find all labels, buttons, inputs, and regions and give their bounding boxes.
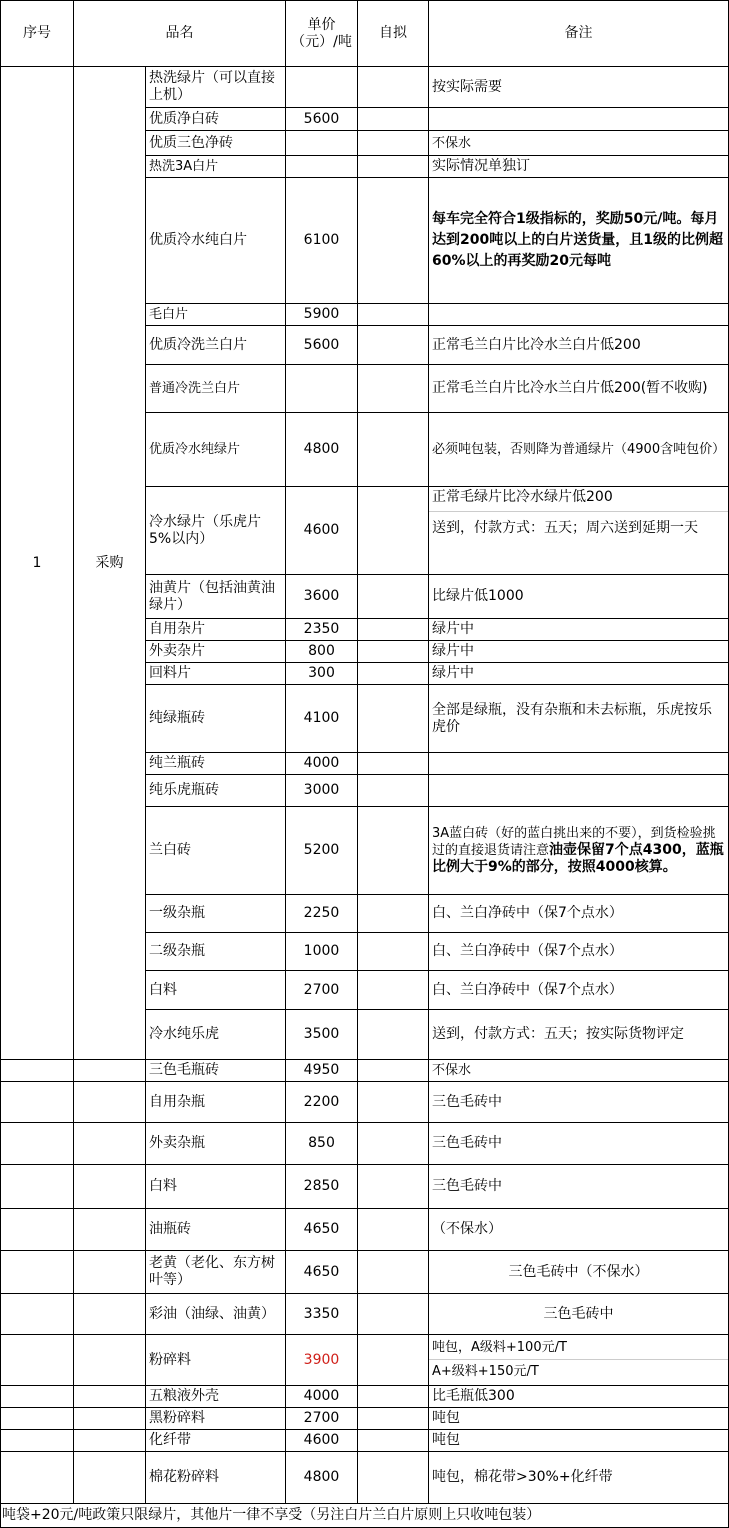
item-self xyxy=(358,326,429,365)
table-row xyxy=(1,1386,729,1408)
item-note: （不保水） xyxy=(429,1209,729,1251)
item-self xyxy=(358,971,429,1010)
item-note: 吨包 xyxy=(429,1430,729,1452)
item-name: 冷水纯乐虎 xyxy=(146,1010,286,1060)
item-name: 毛白片 xyxy=(146,304,286,326)
table-row xyxy=(1,1294,729,1335)
item-note: 不保水 xyxy=(429,1060,729,1082)
item-name: 外卖杂瓶 xyxy=(146,1123,286,1165)
item-self xyxy=(358,895,429,933)
item-price: 5600 xyxy=(286,326,358,365)
footer-note: 吨袋+20元/吨政策只限绿片，其他片一律不享受（另注白片兰白片原则上只收吨包装） xyxy=(1,1504,729,1528)
item-price: 2250 xyxy=(286,895,358,933)
item-note: 三色毛砖中 xyxy=(429,1123,729,1165)
item-name: 热洗3A白片 xyxy=(146,156,286,178)
item-note xyxy=(429,775,729,807)
item-note-cell xyxy=(429,807,729,895)
item-name: 三色毛瓶砖 xyxy=(146,1060,286,1082)
item-name: 纯绿瓶砖 xyxy=(146,685,286,753)
item-name: 老黄（老化、东方树叶等） xyxy=(146,1251,286,1294)
item-self xyxy=(358,156,429,178)
header-price: 单价（元）/吨 xyxy=(286,1,358,67)
item-price: 4650 xyxy=(286,1251,358,1294)
item-self xyxy=(358,775,429,807)
item-note: 正常毛绿片比冷水绿片低200 xyxy=(432,489,613,505)
item-note-cell xyxy=(429,487,729,575)
item-note: 送到，付款方式：五天；按实际货物评定 xyxy=(429,1010,729,1060)
header-self: 自拟 xyxy=(358,1,429,67)
table-row xyxy=(1,1123,729,1165)
item-self xyxy=(358,304,429,326)
item-price: 5200 xyxy=(286,807,358,895)
item-price xyxy=(286,131,358,156)
item-self xyxy=(358,663,429,685)
item-price: 3350 xyxy=(286,1294,358,1335)
item-note: 绿片中 xyxy=(429,663,729,685)
table-row xyxy=(1,1209,729,1251)
item-price xyxy=(286,67,358,108)
item-note-2: A+级料+150元/T xyxy=(432,1363,539,1379)
item-note: 比毛瓶低300 xyxy=(429,1386,729,1408)
item-note: 比绿片低1000 xyxy=(429,575,729,619)
item-note xyxy=(429,304,729,326)
item-self xyxy=(358,575,429,619)
item-price: 2700 xyxy=(286,971,358,1010)
item-price xyxy=(286,156,358,178)
item-price: 3000 xyxy=(286,775,358,807)
item-note: 每车完全符合1级指标的，奖励50元/吨。每月达到200吨以上的白片送货量，且1级的比例超60%以上的再奖励20元每吨 xyxy=(429,178,729,304)
item-price: 300 xyxy=(286,663,358,685)
item-price: 5900 xyxy=(286,304,358,326)
item-note: 三色毛砖中（不保水） xyxy=(429,1251,729,1294)
item-name: 一级杂瓶 xyxy=(146,895,286,933)
item-self xyxy=(358,67,429,108)
item-self xyxy=(358,178,429,304)
item-self xyxy=(358,1408,429,1430)
item-price: 4600 xyxy=(286,1430,358,1452)
item-name: 白料 xyxy=(146,1165,286,1209)
table-row xyxy=(1,1452,729,1504)
item-price: 6100 xyxy=(286,178,358,304)
item-name: 二级杂瓶 xyxy=(146,933,286,971)
item-price: 4000 xyxy=(286,1386,358,1408)
group-type: 采购 xyxy=(74,67,146,1060)
item-self xyxy=(358,753,429,775)
item-note-2: 送到，付款方式：五天；周六送到延期一天 xyxy=(432,520,698,536)
item-price: 4000 xyxy=(286,753,358,775)
item-self xyxy=(358,413,429,487)
item-self xyxy=(358,1251,429,1294)
table-row xyxy=(1,1335,729,1386)
item-price: 850 xyxy=(286,1123,358,1165)
header-no: 序号 xyxy=(1,1,74,67)
item-name: 白料 xyxy=(146,971,286,1010)
item-note: 三色毛砖中 xyxy=(429,1294,729,1335)
group-no: 1 xyxy=(1,67,74,1060)
item-price: 2700 xyxy=(286,1408,358,1430)
item-self xyxy=(358,1452,429,1504)
item-note: 吨包，棉花带>30%+化纤带 xyxy=(429,1452,729,1504)
item-self xyxy=(358,1060,429,1082)
item-price: 1000 xyxy=(286,933,358,971)
item-note: 白、兰白净砖中（保7个点水） xyxy=(429,895,729,933)
item-name: 黑粉碎料 xyxy=(146,1408,286,1430)
item-name: 自用杂瓶 xyxy=(146,1082,286,1123)
item-self xyxy=(358,1430,429,1452)
item-note: 吨包，A级料+100元/T xyxy=(432,1339,567,1355)
item-note: 绿片中 xyxy=(429,619,729,641)
item-price xyxy=(286,365,358,413)
item-name: 热洗绿片（可以直接上机） xyxy=(146,67,286,108)
item-note: 3A蓝白砖（好的蓝白挑出来的不要），到货检验挑过的直接退货请注意 xyxy=(432,826,716,858)
item-note xyxy=(429,108,729,131)
item-self xyxy=(358,641,429,663)
item-name: 兰白砖 xyxy=(146,807,286,895)
item-name: 油瓶砖 xyxy=(146,1209,286,1251)
item-note xyxy=(429,753,729,775)
item-price: 5600 xyxy=(286,108,358,131)
item-price: 4650 xyxy=(286,1209,358,1251)
item-name: 回料片 xyxy=(146,663,286,685)
item-price: 2200 xyxy=(286,1082,358,1123)
item-note: 实际情况单独订 xyxy=(429,156,729,178)
item-price: 3900 xyxy=(286,1335,358,1386)
item-note: 三色毛砖中 xyxy=(429,1082,729,1123)
item-price: 4100 xyxy=(286,685,358,753)
item-name: 普通冷洗兰白片 xyxy=(146,365,286,413)
item-note-cell xyxy=(429,1335,729,1386)
header-name: 品名 xyxy=(74,1,286,67)
item-self xyxy=(358,1294,429,1335)
item-name: 纯兰瓶砖 xyxy=(146,753,286,775)
item-name: 优质冷洗兰白片 xyxy=(146,326,286,365)
table-row xyxy=(1,1408,729,1430)
item-note: 正常毛兰白片比冷水兰白片低200 xyxy=(429,326,729,365)
item-price: 4950 xyxy=(286,1060,358,1082)
item-self xyxy=(358,1082,429,1123)
item-name: 油黄片（包括油黄油绿片） xyxy=(146,575,286,619)
item-price: 4800 xyxy=(286,413,358,487)
item-name: 优质冷水纯绿片 xyxy=(146,413,286,487)
header-row xyxy=(1,1,729,67)
item-name: 自用杂片 xyxy=(146,619,286,641)
item-name: 粉碎料 xyxy=(146,1335,286,1386)
table-row xyxy=(1,1251,729,1294)
table-row xyxy=(1,1082,729,1123)
item-note: 绿片中 xyxy=(429,641,729,663)
item-self xyxy=(358,1165,429,1209)
item-price: 4800 xyxy=(286,1452,358,1504)
header-note: 备注 xyxy=(429,1,729,67)
item-note-bold: 油壶保留7个点4300，蓝瓶比例大于9%的部分，按照4000核算。 xyxy=(432,842,724,875)
item-self xyxy=(358,131,429,156)
item-self xyxy=(358,1010,429,1060)
item-price: 4600 xyxy=(286,487,358,575)
item-self xyxy=(358,685,429,753)
table-row xyxy=(1,1165,729,1209)
item-note: 必须吨包装，否则降为普通绿片（4900含吨包价） xyxy=(429,413,729,487)
table-row xyxy=(1,1060,729,1082)
item-name: 冷水绿片（乐虎片5%以内） xyxy=(146,487,286,575)
item-self xyxy=(358,933,429,971)
item-price: 2850 xyxy=(286,1165,358,1209)
item-name: 棉花粉碎料 xyxy=(146,1452,286,1504)
table-row xyxy=(1,67,729,108)
item-price: 2350 xyxy=(286,619,358,641)
item-self xyxy=(358,1335,429,1386)
item-name: 五粮液外壳 xyxy=(146,1386,286,1408)
item-self xyxy=(358,1123,429,1165)
item-price: 3600 xyxy=(286,575,358,619)
item-name: 化纤带 xyxy=(146,1430,286,1452)
item-name: 外卖杂片 xyxy=(146,641,286,663)
item-name: 优质净白砖 xyxy=(146,108,286,131)
item-self xyxy=(358,619,429,641)
item-self xyxy=(358,1386,429,1408)
item-self xyxy=(358,1209,429,1251)
item-note: 吨包 xyxy=(429,1408,729,1430)
item-name: 优质冷水纯白片 xyxy=(146,178,286,304)
item-self xyxy=(358,487,429,575)
item-note: 白、兰白净砖中（保7个点水） xyxy=(429,933,729,971)
item-name: 优质三色净砖 xyxy=(146,131,286,156)
item-note: 全部是绿瓶，没有杂瓶和未去标瓶，乐虎按乐虎价 xyxy=(429,685,729,753)
item-self xyxy=(358,108,429,131)
item-self xyxy=(358,365,429,413)
item-name: 彩油（油绿、油黄） xyxy=(146,1294,286,1335)
item-note: 三色毛砖中 xyxy=(429,1165,729,1209)
item-price: 800 xyxy=(286,641,358,663)
item-name: 纯乐虎瓶砖 xyxy=(146,775,286,807)
item-self xyxy=(358,807,429,895)
item-note: 正常毛兰白片比冷水兰白片低200(暂不收购) xyxy=(429,365,729,413)
item-note: 不保水 xyxy=(429,131,729,156)
item-note: 按实际需要 xyxy=(429,67,729,108)
table-row xyxy=(1,1430,729,1452)
item-note: 白、兰白净砖中（保7个点水） xyxy=(429,971,729,1010)
item-price: 3500 xyxy=(286,1010,358,1060)
